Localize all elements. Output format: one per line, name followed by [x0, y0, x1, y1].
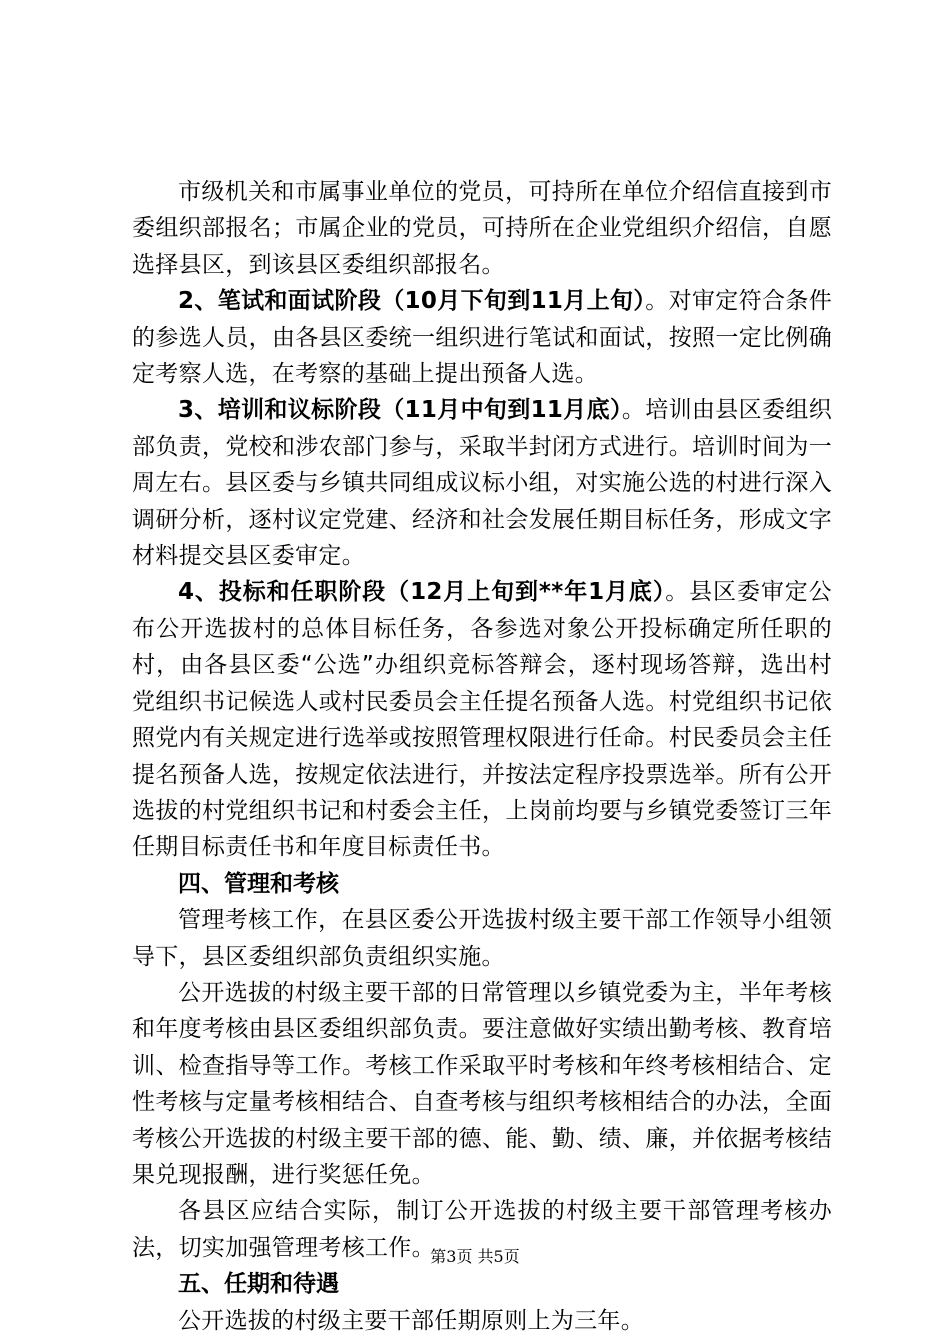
- section-heading-management: 四、管理和考核: [178, 870, 339, 897]
- paragraph-stage-2: [132, 283, 832, 392]
- paragraph-text: 公开选拔的村级主要干部任期原则上为三年。: [178, 1307, 644, 1334]
- stage-2-title: 2、笔试和面试阶段（10月下旬到11月上旬）: [178, 288, 646, 315]
- paragraph-text: 各县区应结合实际，制订公开选拔的村级主要干部管理考核办法，切实加强管理考核工作。: [132, 1198, 832, 1261]
- paragraph-management-leadership: [132, 902, 832, 975]
- stage-4-title: 4、投标和任职阶段（12月上旬到**年1月底）: [178, 579, 666, 606]
- paragraph-stage-4: [132, 574, 832, 865]
- paragraph-stage-3: [132, 392, 832, 574]
- stage-2-text: 。对审定符合条件的参选人员，由各县区委统一组织进行笔试和面试，按照一定比例确定考察人选，在考察的基础上提出预备人选。: [132, 288, 832, 388]
- stage-4-text: 。县区委审定公布公开选拔村的总体目标任务，各参选对象公开投标确定所任职的村，由各县区委“公选”办组织竞标答辩会，逐村现场答辩，选出村党组织书记候选人或村民委员会主任提名预备人选。村党组织书记依照党内有关规定进行选举或按照管理权限进行任命。村民委员会主任提名预备人选，按规定依法进行，并按法定程序投票选举。所有公开选拔的村党组织书记和村委会主任，上岗前均要与乡镇党委签订三年任期目标责任书和年度目标责任书。: [132, 579, 832, 861]
- stage-3-title: 3、培训和议标阶段（11月中旬到11月底）: [178, 397, 622, 424]
- paragraph-text: 管理考核工作，在县区委公开选拔村级主要干部工作领导小组领导下，县区委组织部负责组织实施。: [132, 907, 832, 970]
- stage-3-text: 。培训由县区委组织部负责，党校和涉农部门参与，采取半封闭方式进行。培训时间为一周左右。县区委与乡镇共同组成议标小组，对实施公选的村进行深入调研分析，逐村议定党建、经济和社会发展任期目标任务，形成文字材料提交县区委审定。: [132, 397, 832, 570]
- paragraph-text: 公开选拔的村级主要干部的日常管理以乡镇党委为主，半年考核和年度考核由县区委组织部负责。要注意做好实绩出勤考核、教育培训、检查指导等工作。考核工作采取平时考核和年终考核相结合、定性考核与定量考核相结合、自查考核与组织考核相结合的办法，全面考核公开选拔的村级主要干部的德、能、勤、绩、廉，并依据考核结果兑现报酬，进行奖惩任免。: [132, 979, 832, 1188]
- paragraph-term-length: [132, 1303, 832, 1339]
- section-heading-term: 五、任期和待遇: [178, 1271, 339, 1298]
- page-footer: 第3页 共5页: [430, 1247, 520, 1266]
- document-body: [132, 174, 832, 1339]
- paragraph-daily-management: [132, 975, 832, 1193]
- paragraph-registration: [132, 174, 832, 283]
- paragraph-text: 市级机关和市属事业单位的党员，可持所在单位介绍信直接到市委组织部报名；市属企业的党员，可持所在企业党组织介绍信，自愿选择县区，到该县区委组织部报名。: [132, 179, 832, 278]
